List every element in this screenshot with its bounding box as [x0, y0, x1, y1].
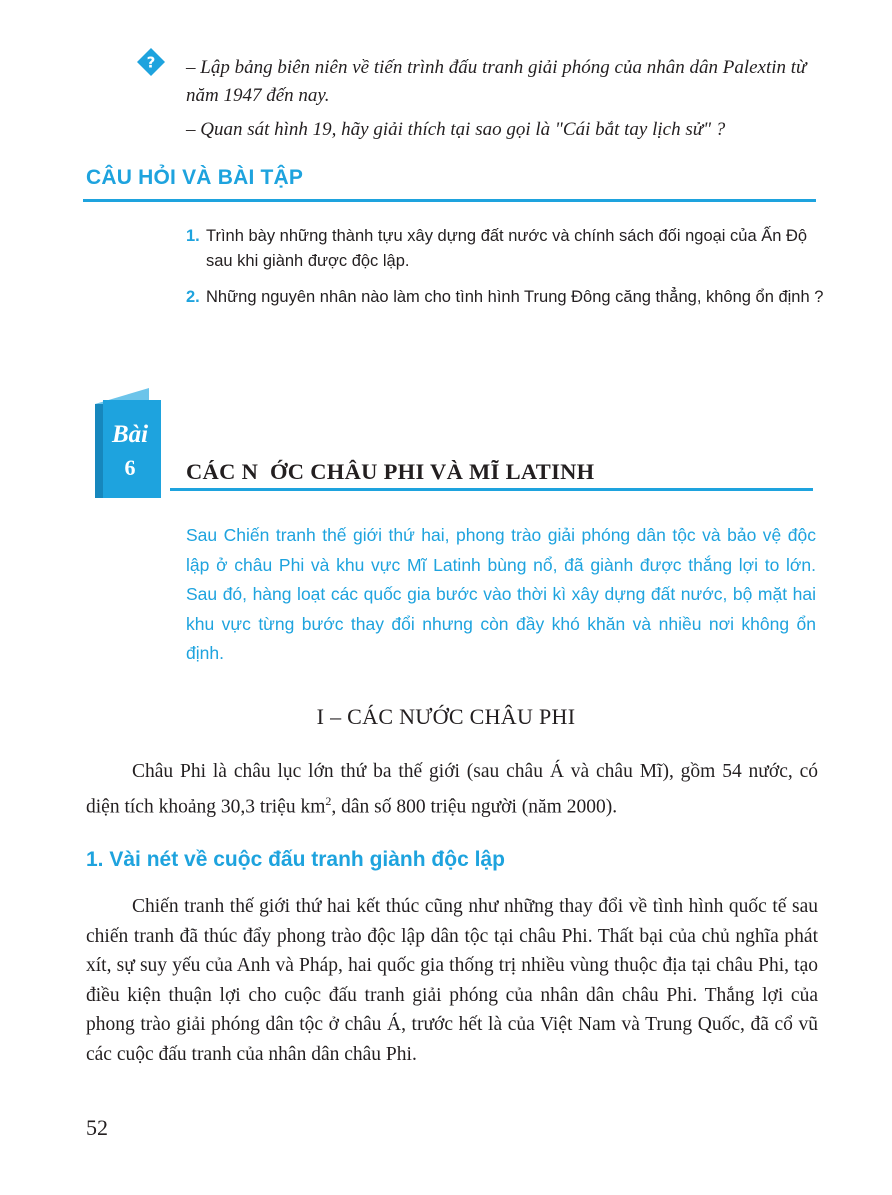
lesson-intro: Sau Chiến tranh thế giới thứ hai, phong trào giải phóng dân tộc và bảo vệ độc lập ở châu Phi và khu vực Mĩ Latinh bùng nổ, đã giành được thắng lợi to lớn. Sau đó, hàng loạt các quốc gia bước vào thời kì xây dựng đất nước, bộ mặt hai khu vực từng bước thay đổi nhưng còn đầy khó khăn và nhiều nơi không ổn định.	[186, 525, 816, 663]
question-line-1: – Lập bảng biên niên về tiến trình đấu tranh giải phóng của nhân dân Palextin từ năm 1947 đến nay.	[186, 57, 807, 106]
exercise-text: Những nguyên nhân nào làm cho tình hình Trung Đông căng thẳng, không ổn định ?	[206, 288, 824, 306]
exercise-number: 1.	[186, 227, 200, 245]
section-title: I – CÁC NƯỚC CHÂU PHI	[316, 704, 576, 729]
exercise-text: Trình bày những thành tựu xây dựng đất nước và chính sách đối ngoại của Ấn Độ sau khi giành được độc lập.	[206, 227, 808, 270]
question-block	[186, 54, 826, 144]
page-number: 52	[86, 1115, 108, 1140]
exercises-rule	[83, 199, 816, 202]
subsection-title: 1. Vài nét về cuộc đấu tranh giành độc lập	[86, 848, 505, 871]
paragraph-text: Châu Phi là châu lục lớn thứ ba thế giới (sau châu Á và châu Mĩ), gồm 54 nước, có diện tích khoảng 30,3 triệu km	[86, 761, 818, 817]
lesson-title: CÁC N ỚC CHÂU PHI VÀ MĨ LATINH	[186, 459, 595, 484]
exercise-item	[186, 224, 826, 274]
lesson-badge-label: Bài	[111, 421, 149, 448]
exercise-item	[186, 285, 826, 310]
svg-text:?: ?	[146, 53, 156, 72]
lesson-badge-number: 6	[124, 455, 136, 480]
question-diamond-icon	[136, 47, 166, 77]
paragraph-text-end: , dân số 800 triệu người (năm 2000).	[331, 796, 618, 817]
exercises-title: CÂU HỎI VÀ BÀI TẬP	[86, 166, 304, 189]
superscript: 2	[325, 793, 332, 808]
subsection-paragraph-text: Chiến tranh thế giới thứ hai kết thúc cũng như những thay đổi về tình hình quốc tế sau chiến tranh đã thúc đẩy phong trào độc lập dân tộc tại châu Phi. Thất bại của chủ nghĩa phát xít, sự suy yếu của Anh và Pháp, hai quốc gia thống trị nhiều vùng thuộc địa tại châu Phi, tạo điều kiện thuận lợi cho cuộc đấu tranh giải phóng của nhân dân châu Phi. Thắng lợi của phong trào giải phóng dân tộc ở châu Á, trước hết là của Việt Nam và Trung Quốc, đã cổ vũ các cuộc đấu tranh của nhân dân châu Phi.	[86, 896, 818, 1065]
section-paragraph	[86, 757, 818, 822]
subsection-paragraph	[86, 892, 818, 1069]
question-line-2: – Quan sát hình 19, hãy giải thích tại sao gọi là "Cái bắt tay lịch sử" ?	[186, 119, 726, 140]
exercise-number: 2.	[186, 288, 200, 306]
lesson-title-rule	[170, 488, 813, 491]
exercises-list	[186, 224, 826, 321]
